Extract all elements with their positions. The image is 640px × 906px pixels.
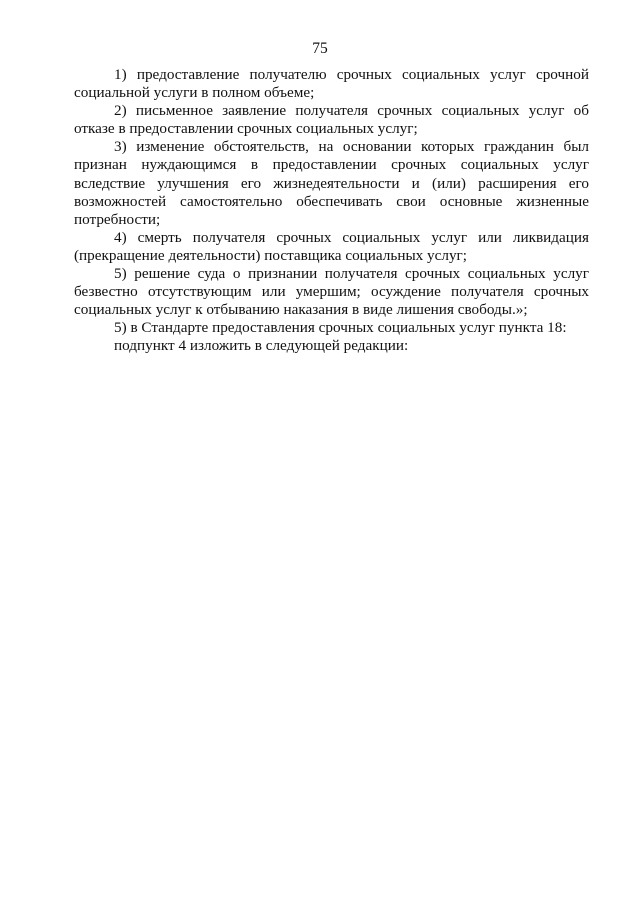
paragraph-item-2: 2) письменное заявление получателя срочных социальных услуг об отказе в предоставлении срочных социальных услуг; xyxy=(74,102,589,138)
paragraph-standard-change: 5) в Стандарте предоставления срочных социальных услуг пункта 18: xyxy=(114,319,567,337)
paragraph-item-3: 3) изменение обстоятельств, на основании которых гражданин был признан нуждающимся в предоставлении срочных социальных услуг вследствие улучшения его жизнедеятельности и (или) расширения его возможностей самостоятельно обеспечивать свои основные жизненные потребности; xyxy=(74,138,589,228)
paragraph-item-1: 1) предоставление получателю срочных социальных услуг срочной социальной услуги в полном объеме; xyxy=(74,66,589,102)
document-body xyxy=(74,66,589,356)
page-number: 75 xyxy=(312,40,328,57)
paragraph-item-5: 5) решение суда о признании получателя срочных социальных услуг безвестно отсутствующим или умершим; осуждение получателя срочных социальных услуг к отбыванию наказания в виде лишения свободы.»; xyxy=(74,265,589,319)
paragraph-item-4: 4) смерть получателя срочных социальных услуг или ликвидация (прекращение деятельности) поставщика социальных услуг; xyxy=(74,228,589,264)
paragraph-subpoint-edit: подпункт 4 изложить в следующей редакции: xyxy=(114,337,409,355)
